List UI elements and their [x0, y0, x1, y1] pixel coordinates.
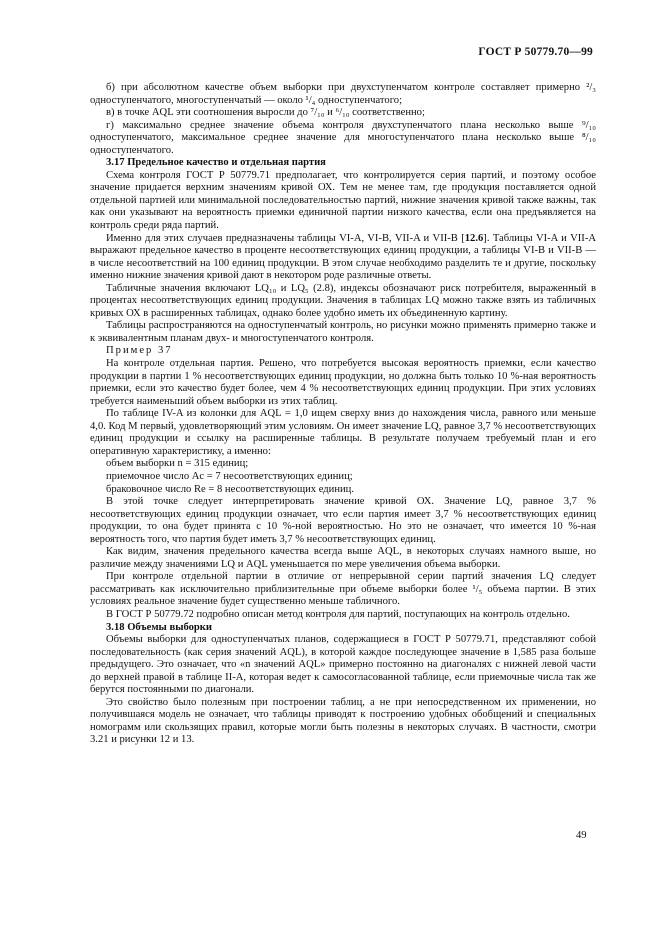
paragraph: Схема контроля ГОСТ Р 50779.71 предполагает, что контролируется серия партий, и поэтому особое значение придается верхним значениям кривой ОХ. Тем не менее там, где продукция поставляется одной отдельной партией или минимальной последовательностью партий, нижние значения кривой также важны, так как они указывают на вероятность приемки единичной партии низкого качества, если она предъявляется на контроль среди ряда партий. [90, 169, 596, 232]
section-heading-3-17: 3.17 Предельное качество и отдельная партия [106, 157, 326, 169]
paragraph: Табличные значения включают LQ₁₀ и LQ₅ (2.8), индексы обозначают риск потребителя, выраженный в процентах несоответствующих единиц продукции. Значения в таблицах LQ можно также взять из табличных кривых ОХ в расширенных таблицах, однако более удобно иметь их объединенную картину. [90, 282, 596, 319]
paragraph: г) максимально среднее значение объема контроля двухступенчатого плана несколько выше ⁹/₁₀ одноступенчатого, максимальное среднее значение для многоступенчатого плана несколько выше ⁸/₁₀ одноступенчатого. [90, 119, 596, 156]
paragraph: б) при абсолютном качестве объем выборки при двухступенчатом контроле составляет примерно ²/₃ одноступенчатого, многоступенчатый — около ¹/₄ одноступенчатого; [90, 82, 596, 106]
paragraph: В этой точке следует интерпретировать значение кривой ОХ. Значение LQ, равное 3,7 % несоответствующих единиц продукции означает, что если партия имеет 3,7 % несоответствующих единиц продукции, то она будет принята с 10 %-ной вероятностью. Но это не означает, что имеется 10 %-ная вероятность того, что партия будет иметь 3,7 % несоответствующих единиц. [90, 496, 596, 545]
paragraph: При контроле отдельной партии в отличие от непрерывной серии партий значения LQ следует рассматривать как исключительно приблизительные при объеме выборки более ¹/₅ объема партии. В этих условиях реальное значение будет существенно меньше табличного. [90, 571, 596, 608]
paragraph-text: ]. Таблицы VI-A и VII-A выражают предельное качество в проценте несоответствующих единиц продукции, а таблицы VI-B и VII-B — в числе несоответствий на 100 единиц продукции. В этом случае необходимо разделить те и другие, поскольку именно нижние значения кривой дают в некотором роде различные ответы. [90, 232, 597, 282]
section-heading-3-18: 3.18 Объемы выборки [106, 621, 213, 633]
paragraph: Объемы выборки для одноступенчатых планов, содержащиеся в ГОСТ Р 50779.71, представляют собой последовательность (как серия значений AQL), в которой каждое последующее значение в 1,585 раза больше предыдущего. Это означает, что «n значений AQL» примерно постоянно на диагоналях с нижней левой части до верхней правой в таблице II-A, которая ведет к самосогласованной таблице, если приемочные числа так же берутся постоянными по диагонали. [90, 634, 596, 696]
paragraph: В ГОСТ Р 50779.72 подробно описан метод контроля для партий, поступающих на контроль отдельно. [106, 608, 570, 620]
example-heading: Пример 37 [106, 345, 173, 357]
paragraph: Таблицы распространяются на одноступенчатый контроль, но рисунки можно применять примерно также и к эквивалентным планам двух- и многоступенчатого контроля. [90, 320, 596, 344]
paragraph: Как видим, значения предельного качества всегда выше AQL, в некоторых случаях намного выше, но различие между значениями LQ и AQL уменьшается по мере увеличения объема выборки. [90, 546, 596, 570]
paragraph [90, 233, 596, 283]
reference-link: 12.6 [464, 232, 484, 244]
list-item: браковочное число Re = 8 несоответствующих единиц. [106, 483, 354, 495]
page-number: 49 [576, 830, 587, 841]
paragraph: На контроле отдельная партия. Решено, что потребуется высокая вероятность приемки, если качество продукции в партии 1 % несоответствующих единиц продукции, но должна быть только 10 %-ная вероятность приемки, если это качество будет более, чем 4 % несоответствующих единиц продукции. При этих условиях требуется наименьший объем выборки из этих таблиц. [90, 358, 596, 407]
paragraph-text: Именно для этих случаев предназначены таблицы VI-A, VI-B, VII-A и VII-B [ [106, 232, 465, 244]
body-text [90, 82, 596, 747]
paragraph: По таблице IV-A из колонки для AQL = 1,0 ищем сверху вниз до нахождения числа, равного или меньше 4,0. Код M первый, удовлетворяющий этим условиям. Он имеет значение LQ, равное 3,7 % несоответствующих единиц продукции и ссылку на расширенные таблицы. В результате получаем требуемый план и его оперативную характеристику, а именно: [90, 408, 596, 457]
paragraph: в) в точке AQL эти соотношения выросли до ⁷/₁₀ и ⁶/₁₀ соответственно; [106, 107, 425, 119]
list-item: объем выборки n = 315 единиц; [106, 458, 249, 470]
document-header: ГОСТ Р 50779.70—99 [478, 46, 593, 58]
paragraph: Это свойство было полезным при построении таблиц, а не при непосредственном их применении, но получившаяся модель не означает, что таблицы приводят к построению удобных обобщений и специальных номограмм или скользящих правил, которые могли быть полезны в некоторых случаях. В частности, смотри 3.21 и рисунки 12 и 13. [90, 696, 596, 746]
list-item: приемочное число Ac = 7 несоответствующих единиц; [106, 470, 353, 482]
